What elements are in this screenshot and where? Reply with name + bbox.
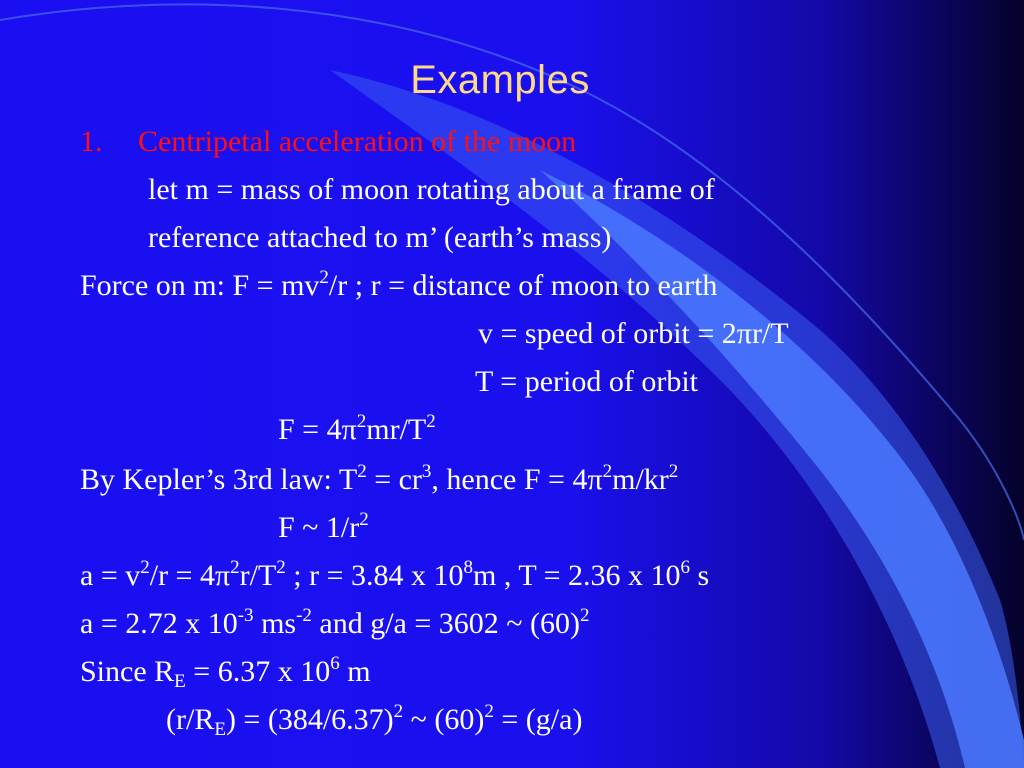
text-line-2: reference attached to m’ (earth’s mass): [148, 221, 612, 254]
text-line-4: v = speed of orbit = 2πr/T: [478, 317, 789, 350]
text-line-7: By Kepler’s 3rd law: $T^2 = cr^3$, hence $F = 4\pi^2m/kr^2$: [80, 461, 679, 496]
text-line-11: Since $R_E = 6.37$ x $10^6$ m: [80, 653, 371, 692]
text-line-12: $(r/R_E) = (384/6.37)^2$ ~ $(60)^2 = (g/a)$: [166, 701, 583, 740]
equation-line-6: $F = 4\pi^2mr/T^2$: [278, 411, 436, 446]
equation-line-8: F ~ $1/r^2$: [278, 509, 369, 544]
slide-title: Examples: [410, 58, 590, 102]
text-line-10: a = 2.72 x $10^{-3}$ $ms^{-2}$ and g/a = 3602 ~ $(60)^2$: [80, 605, 590, 640]
list-item-number: 1.: [80, 125, 103, 158]
text-line-1: let m = mass of moon rotating about a frame of: [148, 173, 715, 206]
text-line-3: Force on m: $F = mv^2/r$ ; r = distance of moon to earth: [80, 267, 718, 302]
text-line-5: T = period of orbit: [475, 365, 698, 398]
text-line-9: $a = v^2/r = 4\pi^2r/T^2$ ; r = 3.84 x $10^8m$ , T = 2.36 x $10^6$ s: [80, 557, 710, 592]
list-item-heading: Centripetal acceleration of the moon: [138, 125, 577, 158]
